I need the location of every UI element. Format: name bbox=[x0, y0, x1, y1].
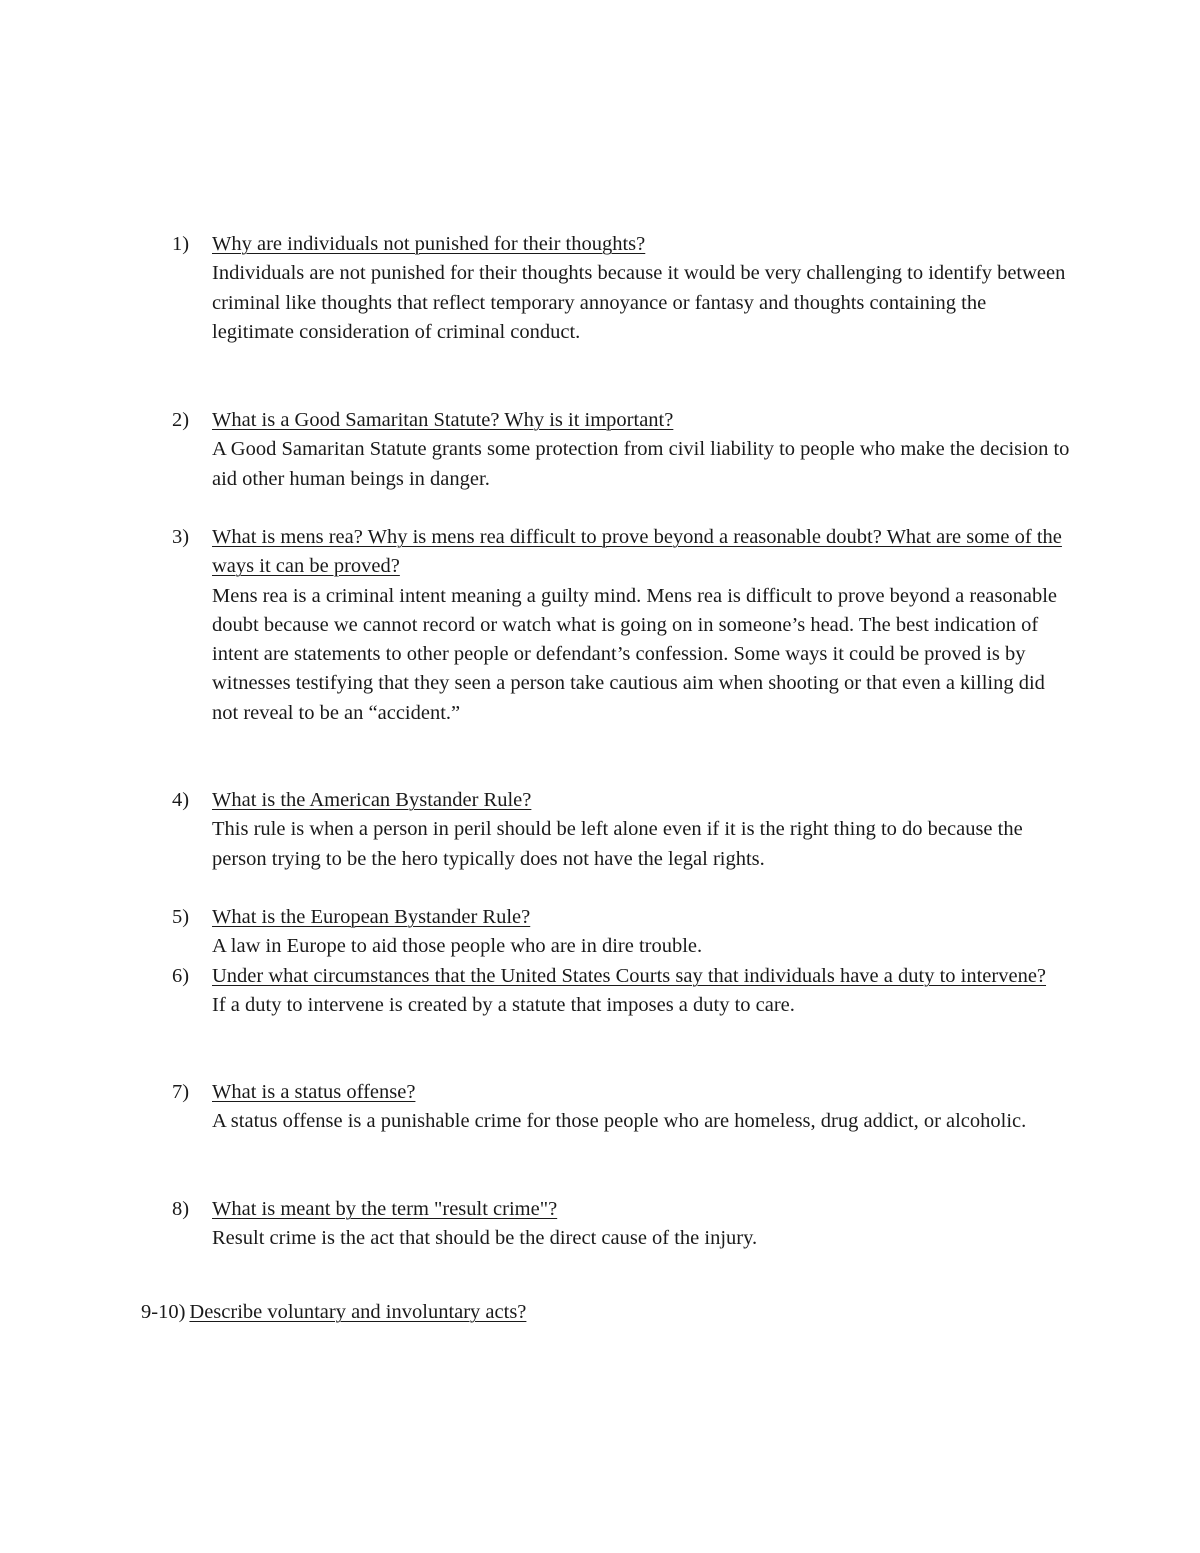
final-question bbox=[141, 1298, 526, 1327]
question-text: What is a Good Samaritan Statute? Why is it important? bbox=[212, 409, 674, 431]
answer-text: A law in Europe to aid those people who are in dire trouble. bbox=[212, 935, 703, 958]
question-item-7 bbox=[172, 1078, 1072, 1137]
question-text: What is mens rea? Why is mens rea difficult to prove beyond a reasonable doubt? What are some of the ways it can be proved? bbox=[212, 526, 1062, 578]
final-question-number: 9-10) bbox=[141, 1301, 186, 1323]
question-item-8 bbox=[172, 1195, 1072, 1254]
question-text: What is the American Bystander Rule? bbox=[212, 789, 532, 811]
question-number: 3) bbox=[172, 526, 190, 548]
question-item-6 bbox=[172, 962, 1072, 1021]
question-item-4 bbox=[172, 786, 1072, 874]
question-text: Why are individuals not punished for their thoughts? bbox=[212, 233, 646, 255]
question-number: 6) bbox=[172, 965, 190, 987]
answer-text: Individuals are not punished for their thoughts because it would be very challenging to identify between criminal like thoughts that reflect temporary annoyance or fantasy and thoughts containing the legitimate consideration of criminal conduct. bbox=[212, 262, 1066, 343]
question-number: 8) bbox=[172, 1198, 190, 1220]
question-number: 4) bbox=[172, 789, 190, 811]
question-text: What is the European Bystander Rule? bbox=[212, 906, 531, 928]
question-item-3 bbox=[172, 523, 1072, 728]
question-item-2 bbox=[172, 406, 1072, 494]
answer-text: A Good Samaritan Statute grants some protection from civil liability to people who make the decision to aid other human beings in danger. bbox=[212, 438, 1070, 490]
question-number: 2) bbox=[172, 409, 190, 431]
answer-text: A status offense is a punishable crime for those people who are homeless, drug addict, or alcoholic. bbox=[212, 1110, 1027, 1133]
answer-text: If a duty to intervene is created by a statute that imposes a duty to care. bbox=[212, 994, 795, 1017]
answer-text: Mens rea is a criminal intent meaning a guilty mind. Mens rea is difficult to prove beyond a reasonable doubt because we cannot record or watch what is going on in someone’s head. The best indication of intent are statements to other people or defendant’s confession. Some ways it could be proved is by witnesses testifying that they seen a person take cautious aim when shooting or that even a killing did not reveal to be an “accident.” bbox=[212, 584, 1058, 724]
question-item-5 bbox=[172, 903, 1072, 962]
question-number: 1) bbox=[172, 233, 190, 255]
final-question-text: Describe voluntary and involuntary acts? bbox=[189, 1301, 527, 1323]
question-number: 5) bbox=[172, 906, 190, 928]
answer-text: This rule is when a person in peril should be left alone even if it is the right thing to do because the person trying to be the hero typically does not have the legal rights. bbox=[212, 818, 1023, 870]
question-text: What is meant by the term "result crime"? bbox=[212, 1198, 558, 1220]
question-number: 7) bbox=[172, 1081, 190, 1103]
question-item-1 bbox=[172, 230, 1072, 347]
answer-text: Result crime is the act that should be the direct cause of the injury. bbox=[212, 1227, 758, 1250]
question-text: Under what circumstances that the United States Courts say that individuals have a duty to intervene? bbox=[212, 965, 1047, 987]
question-text: What is a status offense? bbox=[212, 1081, 416, 1103]
